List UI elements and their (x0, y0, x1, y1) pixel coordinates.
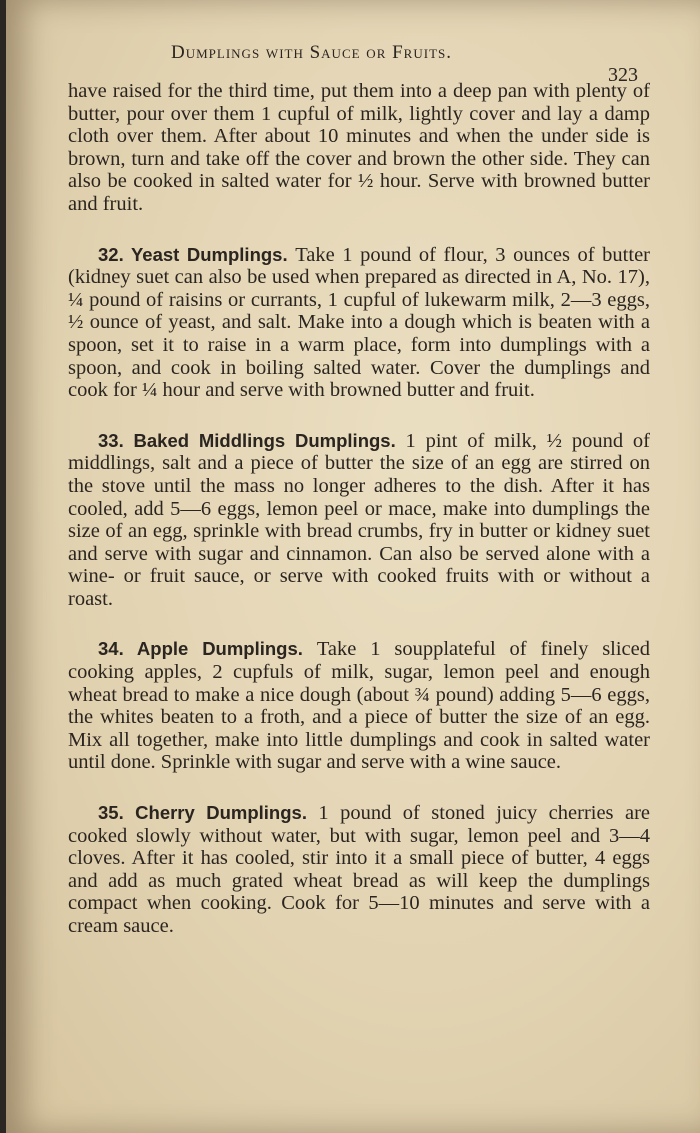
recipe-heading: 35. Cherry Dumplings. (98, 802, 319, 824)
recipe-heading: 33. Baked Middlings Dumplings. (98, 429, 406, 451)
recipe-text: Take 1 pound of flour, 3 ounces of butter (kidney suet can also be used when prepared as directed in A, No. 17), ¼ pound of raisins or currants, 1 cupful of lukewarm milk, 2—3 eggs, ½ ounce of yeast, and salt. Make into a dough which is beaten with a spoon, set it to raise in a warm place, form into dumplings with a spoon, and cook in boiling salted water. Cover the dumplings and cook for ¼ hour and serve with browned butter and fruit. (68, 243, 651, 402)
recipe-paragraph (68, 802, 650, 938)
recipe-text: 1 pound of stoned juicy cherries are cooked slowly without water, but with sugar, lemon peel and 3—4 cloves. After it has cooled, stir into it a small piece of butter, 4 eggs and add as much grated wheat bread as will keep the dumplings compact when cooking. Cook for 5—10 minutes and serve with a cream sauce. (68, 802, 650, 937)
recipe-heading: 34. Apple Dumplings. (98, 638, 317, 660)
recipe-paragraph (68, 430, 650, 611)
continuation-paragraph: have raised for the third time, put them into a deep pan with plenty of butter, pour over them 1 cupful of milk, lightly cover and lay a damp cloth over them. After about 10 minutes and when the under side is brown, turn and take off the cover and brown the other side. They can also be cooked in salted water for ½ hour. Serve with browned butter and fruit. (68, 80, 650, 215)
recipe-paragraph (68, 244, 650, 402)
page-number: 323 (608, 64, 638, 86)
recipe-paragraph (68, 638, 650, 774)
book-page (6, 0, 700, 1133)
running-head (6, 38, 700, 86)
recipe-text: 1 pint of milk, ½ pound of middlings, salt and a piece of butter the size of an egg are stirred on the stove until the mass no longer adheres to the dish. After it has cooled, add 5—6 eggs, lemon peel or mace, make into dumplings the size of an egg, sprinkle with bread crumbs, fry in butter or kidney suet and serve with sugar and cinnamon. Can also be served alone with a wine- or fruit sauce, or serve with cooked fruits with or without a roast. (68, 429, 650, 610)
page-body (68, 80, 650, 938)
recipe-heading: 32. Yeast Dumplings. (98, 243, 296, 265)
recipe-text: Take 1 soupplateful of finely sliced cooking apples, 2 cupfuls of milk, sugar, lemon peel and enough wheat bread to make a nice dough (about ¾ pound) adding 5—6 eggs, the whites beaten to a froth, and a piece of butter the size of an egg. Mix all together, make into little dumplings and cook in salted water until done. Sprinkle with sugar and serve with a wine sauce. (68, 638, 651, 774)
running-title: Dumplings with Sauce or Fruits. (171, 42, 452, 63)
